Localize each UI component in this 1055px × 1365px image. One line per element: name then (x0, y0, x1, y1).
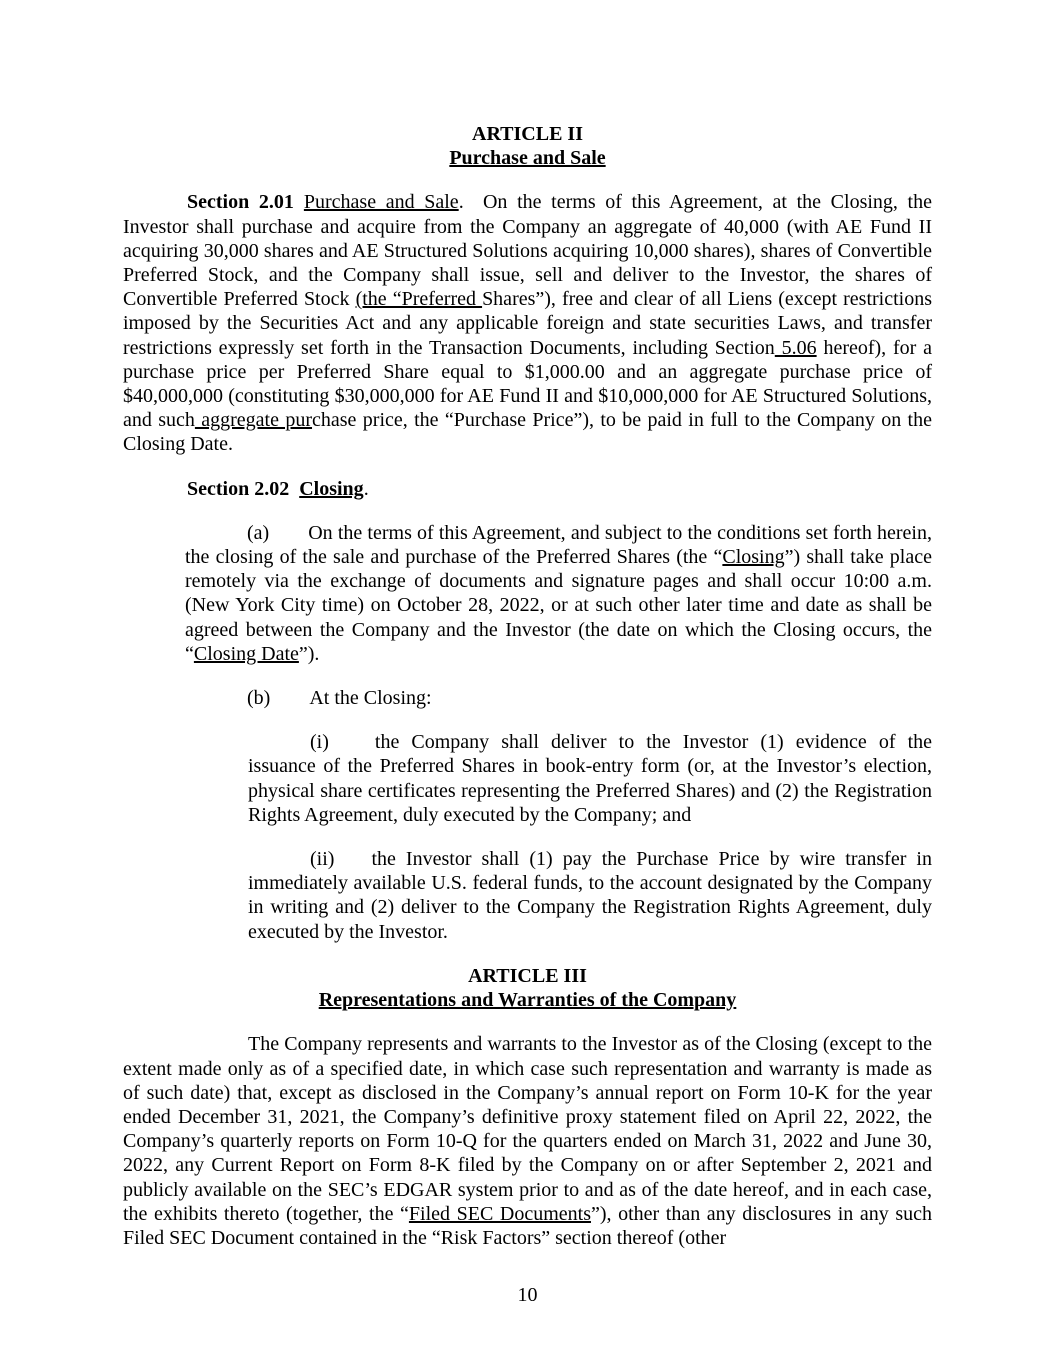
article-3-heading (123, 964, 932, 1012)
section-2-01-label: Section 2.01 (187, 191, 294, 214)
article-2-heading (123, 122, 932, 170)
text-run: Shares”), free and clear of all Liens (except restrictions imposed by the Securities Act and any applicable foreign and state securities Laws, and transfer restrictions expressly set forth in the Transaction Documents, including Section (123, 288, 932, 359)
text-run: 5.06 (774, 336, 817, 359)
section-2-02-title: Closing (299, 477, 364, 500)
text-run: hereof), for a purchase price per Preferred Share equal to $1,000.00 and an aggregate purchase price of $40,000,000 (constituting $30,000,000 for AE Fund II and $10,000,000 for AE Structured Solutions, and such (123, 336, 933, 432)
article-3-heading-line: ARTICLE III (468, 964, 587, 987)
text-run: . On the terms of this Agreement, at the Closing, the Investor shall purchase and acquire from the Company an aggregate of 40,000 (with AE Fund II acquiring 30,000 shares and AE Structured Solutions acquiring 10,000 shares), shares of Convertible Preferred Stock, and the Company shall issue, sell and deliver to the Investor, the shares of Convertible Preferred Stock (123, 191, 932, 311)
clause-i-marker: (i) (310, 731, 329, 754)
clause-ii-marker: (ii) (310, 848, 335, 871)
article-3-intro-paragraph (123, 1032, 932, 1250)
clause-b-ii-paragraph (248, 847, 932, 944)
article-2-heading-line: Purchase and Sale (449, 147, 606, 170)
page-number: 10 (517, 1284, 538, 1306)
section-2-01-title: Purchase and Sale (303, 191, 459, 214)
text-run: ”). (298, 642, 320, 665)
section-2-02-heading (123, 477, 932, 501)
article-3-heading-line: Representations and Warranties of the Company (318, 989, 737, 1012)
section-2-01-paragraph (123, 190, 932, 456)
section-2-02-label: Section 2.02 (187, 477, 290, 500)
text-run: aggregate pur (194, 409, 313, 432)
text-run: ”), other than any disclosures in any such Filed SEC Document contained in the “Risk Factors” section thereof (other (123, 1202, 932, 1249)
text-run: chase price, the “Purchase Price”), to be paid in full to the Company on the Closing Date. (123, 409, 932, 456)
document-content (123, 122, 932, 1250)
text-run: On the terms of this Agreement, and subject to the conditions set forth herein, the closing of the sale and purchase of the Preferred Shares (the “ (185, 521, 932, 569)
text-run: (the “Preferred (355, 288, 483, 311)
clause-b-heading (185, 686, 932, 710)
text-run: Closing Date (193, 642, 299, 665)
clause-a-paragraph (185, 521, 932, 666)
clause-b-marker: (b) (247, 687, 271, 710)
text-run: The Company represents and warrants to the Investor as of the Closing (except to the extent made only as of a specified date, in which case such representation and warranty is made as of such date) that, except as disclosed in the Company’s annual report on Form 10-K for the year ended December 31, 2021, the Company’s definitive proxy statement filed on April 22, 2022, the Company’s quarterly reports on Form 10-Q for the quarters ended on March 31, 2022 and June 30, 2022, any Current Report on Form 8-K filed by the Company on or after September 2, 2021 and publicly available on the SEC’s EDGAR system prior to and as of the date hereof, and in each case, the exhibits thereto (together, the “ (123, 1033, 932, 1225)
text-run: the Investor shall (1) pay the Purchase Price by wire transfer in immediately available U.S. federal funds, to the account designated by the Company in writing and (2) deliver to the Company the Registration Rights Agreement, duly executed by the Investor. (248, 848, 932, 943)
text-run: Filed SEC Documents (408, 1202, 591, 1225)
article-2-heading-line: ARTICLE II (472, 123, 583, 145)
text-run: ”) shall take place remotely via the exchange of documents and signature pages and shall occur 10:00 a.m. (New York City time) on October 28, 2022, or at such other later time and date as shall be agreed between the Company and the Investor (the date on which the Closing occurs, the “ (185, 546, 932, 665)
text-run: Closing (722, 546, 785, 569)
text-run: At the Closing: (309, 687, 432, 710)
text-run: the Company shall deliver to the Investor (1) evidence of the issuance of the Preferred Shares in book-entry form (or, at the Investor’s election, physical share certificates representing the Preferred Shares) and (2) the Registration Rights Agreement, duly executed by the Company; and (248, 731, 932, 826)
text-run: . (363, 477, 369, 500)
clause-b-i-paragraph (248, 730, 932, 827)
clause-a-marker: (a) (247, 521, 270, 544)
